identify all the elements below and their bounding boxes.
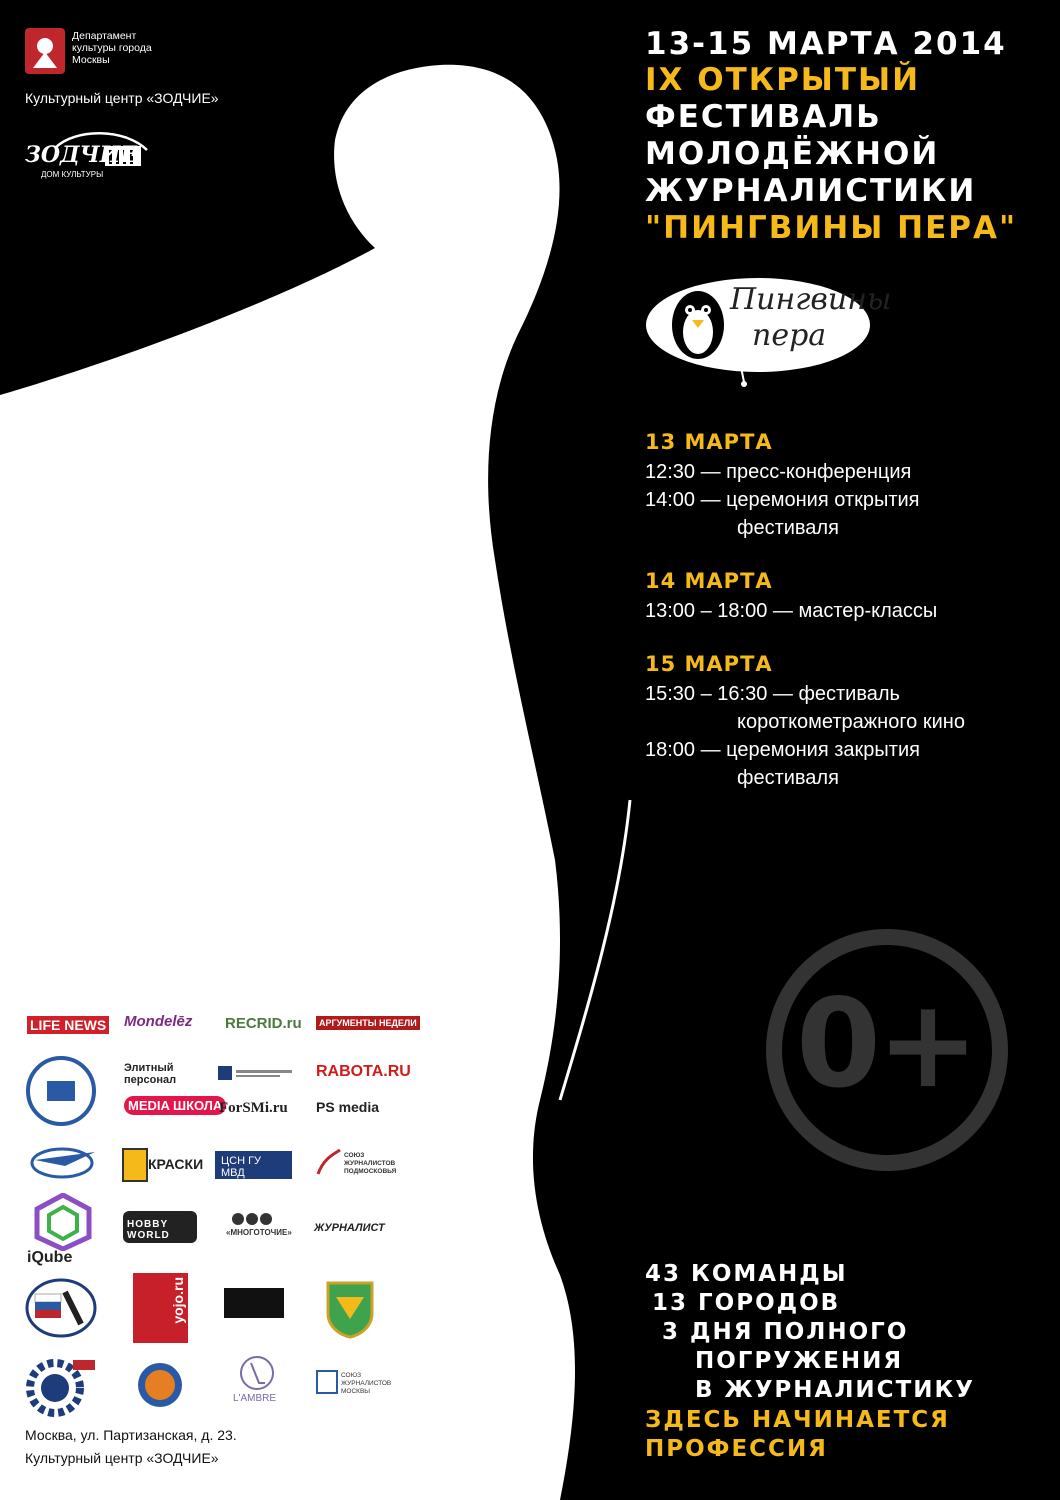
age-rating-text: 0+ xyxy=(796,973,976,1115)
event-text: 15:30 – 16:30 — фестиваль xyxy=(645,683,900,705)
partner-logo-kremlin xyxy=(218,1064,294,1082)
partner-logo-lifenews xyxy=(27,1017,109,1033)
partner-logo-soyuz-moskvy xyxy=(316,1370,396,1400)
partner-logo-medal xyxy=(134,1359,186,1411)
partner-logo-argumenty xyxy=(316,1016,420,1030)
partner-name: L'AMBRE xyxy=(233,1393,277,1404)
partner-name: yojo.ru xyxy=(170,1277,186,1324)
partner-name: ЦСН ГУ МВД xyxy=(221,1155,262,1179)
partner-name: Mondelēz xyxy=(124,1013,193,1030)
partner-logo-kraski xyxy=(122,1148,204,1180)
schedule-event xyxy=(645,680,965,736)
address-line1: Москва, ул. Партизанская, д. 23. xyxy=(25,1427,237,1443)
partner-logo-lambre xyxy=(227,1355,297,1417)
partner-logo-soyuz-mash xyxy=(25,1358,97,1418)
stats-line5: В ЖУРНАЛИСТИКУ xyxy=(695,1377,976,1403)
zodchie-logo xyxy=(25,128,155,183)
penguin-logo xyxy=(640,270,892,390)
partner-logo-coat-of-arms xyxy=(322,1279,378,1339)
festival-title-line2: ФЕСТИВАЛЬ xyxy=(645,99,882,135)
department-label: Департамент культуры города Москвы xyxy=(72,30,152,66)
schedule-day-1: 13 МАРТА xyxy=(645,430,773,454)
partner-logo-recrid xyxy=(225,1015,302,1032)
partner-name: RABOTA.RU xyxy=(316,1063,411,1080)
schedule-day-2: 14 МАРТА xyxy=(645,569,773,593)
partner-name: АРГУМЕНТЫ НЕДЕЛИ xyxy=(319,1018,417,1028)
stats-line2: 13 ГОРОДОВ xyxy=(652,1290,841,1316)
center-label: Культурный центр «ЗОДЧИЕ» xyxy=(25,90,219,106)
slogan-line2: ПРОФЕССИЯ xyxy=(645,1436,828,1462)
partner-name: ForSMi.ru xyxy=(219,1100,288,1116)
partner-name: RECRID.ru xyxy=(225,1015,302,1032)
zodchie-logo-text: ЗОДЧИЕ xyxy=(25,142,138,168)
partner-name: HOBBY WORLD xyxy=(127,1219,170,1241)
schedule-event xyxy=(645,597,937,625)
partner-name: MEDIA ШКОЛА xyxy=(124,1096,226,1115)
partner-logo-rabota xyxy=(316,1063,411,1081)
partner-logo-forsmi xyxy=(219,1100,288,1117)
schedule-event xyxy=(645,736,920,792)
event-text: 14:00 — церемония открытия xyxy=(645,489,920,511)
event-text-cont: короткометражного кино xyxy=(737,711,965,733)
moscow-emblem-icon xyxy=(25,28,65,74)
address-line2: Культурный центр «ЗОДЧИЕ» xyxy=(25,1450,219,1466)
partner-logo-msu-emblem xyxy=(25,1055,97,1127)
stats-line1: 43 КОМАНДЫ xyxy=(645,1261,848,1287)
partner-name: ЖУРНАЛИСТ xyxy=(314,1222,385,1234)
schedule-event xyxy=(645,486,920,542)
slogan-line1: ЗДЕСЬ НАЧИНАЕТСЯ xyxy=(645,1407,950,1433)
partner-logo-psmedia xyxy=(316,1099,379,1115)
partner-name: Элитный персонал xyxy=(124,1062,177,1086)
stats-line3: 3 ДНЯ ПОЛНОГО xyxy=(662,1319,909,1345)
partner-logo-soyuz-podm xyxy=(316,1148,396,1182)
festival-title-line4: ЖУРНАЛИСТИКИ xyxy=(645,173,977,209)
partner-logo-iqube xyxy=(27,1193,93,1273)
penguin-logo-line1: Пингвины xyxy=(730,282,892,317)
partner-logo-aviation xyxy=(25,1138,100,1183)
partner-logo-hobbyworld xyxy=(123,1211,197,1243)
partner-name: LIFE NEWS xyxy=(27,1016,109,1034)
partner-logo-blackcard xyxy=(224,1288,284,1318)
event-text-cont: фестиваля xyxy=(737,517,839,539)
partner-name: КРАСКИ xyxy=(148,1156,204,1172)
partner-logo-yojo xyxy=(133,1273,188,1343)
penguin-logo-line2: пера xyxy=(752,318,827,353)
event-text-cont: фестиваля xyxy=(737,767,839,789)
partner-name: PS media xyxy=(316,1099,380,1115)
stats-line4: ПОГРУЖЕНИЯ xyxy=(695,1348,904,1374)
partner-logo-flag xyxy=(25,1278,98,1338)
schedule-event xyxy=(645,458,911,486)
partner-name: iQube xyxy=(27,1249,73,1266)
festival-title-line5: "ПИНГВИНЫ ПЕРА" xyxy=(645,210,1018,246)
partner-name: «МНОГОТОЧИЕ» xyxy=(226,1228,292,1237)
partner-logo-personal xyxy=(124,1062,196,1086)
event-text: 13:00 – 18:00 — мастер-классы xyxy=(645,600,938,622)
kraski-icon xyxy=(122,1148,148,1182)
partner-logo-mnogotochie xyxy=(226,1212,296,1244)
partner-logo-mediashkola xyxy=(124,1098,226,1113)
festival-title-line3: МОЛОДЁЖНОЙ xyxy=(645,136,940,172)
event-text: 12:30 — пресс-конференция xyxy=(645,461,912,483)
partner-logo-zhurnalist xyxy=(314,1222,385,1234)
partner-name: СОЮЗ ЖУРНАЛИСТОВ МОСКВЫ xyxy=(341,1372,392,1395)
partner-logo-mondelez xyxy=(124,1013,192,1030)
zodchie-logo-sub: ДОМ КУЛЬТУРЫ xyxy=(41,170,104,179)
partner-logo-csn xyxy=(215,1151,292,1179)
festival-title-line1: IX ОТКРЫТЫЙ xyxy=(645,62,921,98)
age-rating-badge xyxy=(762,925,1012,1175)
partner-name: СОЮЗ ЖУРНАЛИСТОВ ПОДМОСКОВЬЯ xyxy=(344,1152,397,1175)
festival-dates: 13-15 МАРТА 2014 xyxy=(645,26,1007,62)
schedule-day-3: 15 МАРТА xyxy=(645,652,773,676)
event-text: 18:00 — церемония закрытия xyxy=(645,739,920,761)
